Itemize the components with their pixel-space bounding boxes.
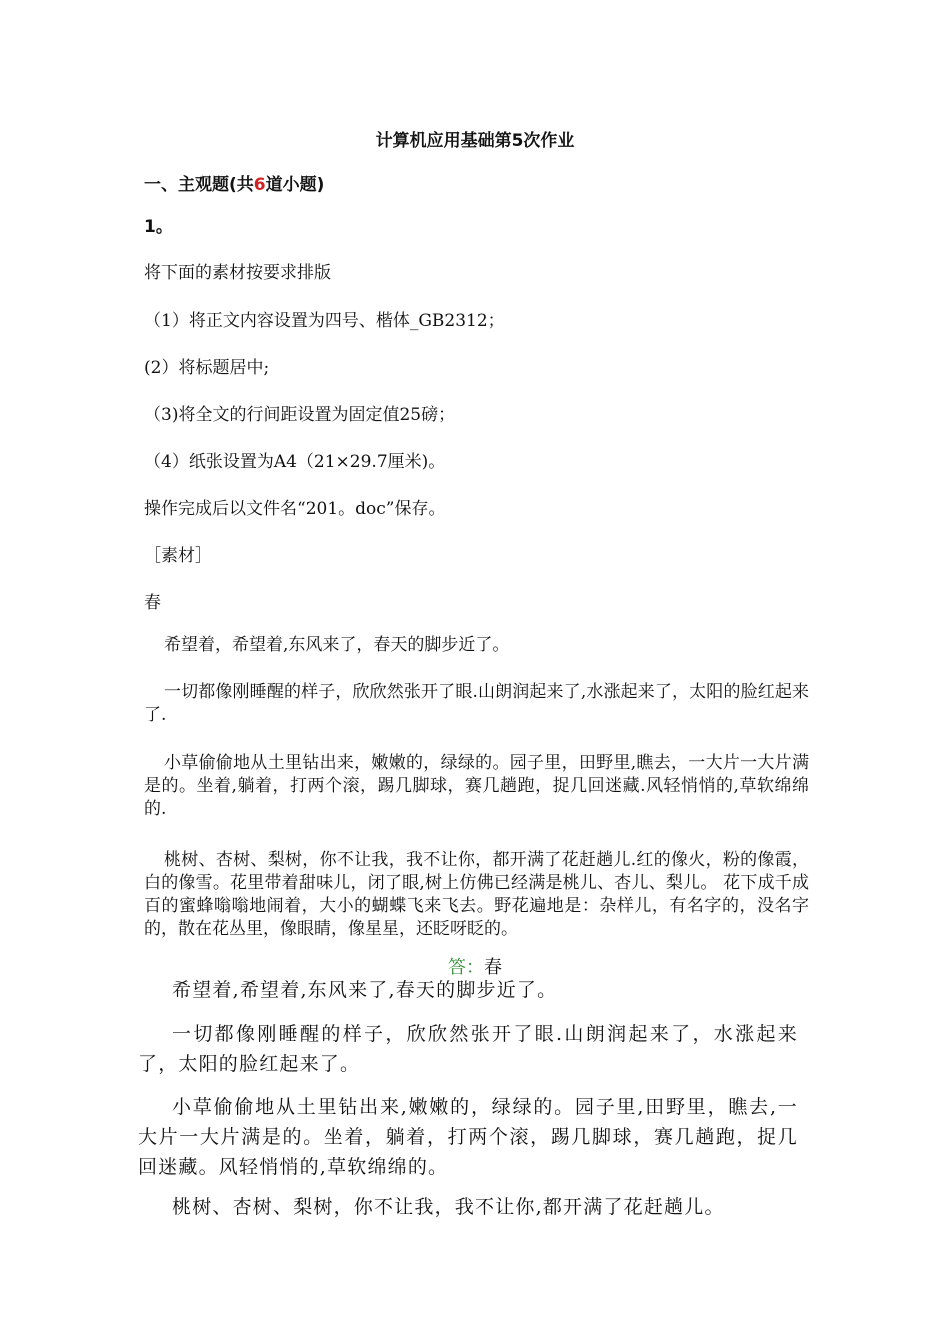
answer-paragraph-1: 希望着,希望着,东风来了,春天的脚步近了。 xyxy=(172,979,558,1001)
instruction-step-2: (2）将标题居中; xyxy=(144,358,270,378)
material-paragraph-4: 桃树、杏树、梨树，你不让我，我不让你，都开满了花赶趟儿.红的像火，粉的像霞，白的像雪。花里带着甜味儿，闭了眼,树上仿佛已经满是桃儿、杏儿、梨儿。 花下成千成百的蜜蜂嗡嗡地闹着，大小的蝴蝶飞来飞去。野花遍地是：杂样儿，有名字的，没名字的，散在花丛里，像眼睛，像星星，还眨呀眨的。 xyxy=(144,850,809,939)
section-heading xyxy=(144,170,324,195)
question-number: 1。 xyxy=(144,217,173,237)
instruction-intro: 将下面的素材按要求排版 xyxy=(144,263,331,283)
document-title: 计算机应用基础第5次作业 xyxy=(375,131,575,151)
answer-paragraph-3: 小草偷偷地从土里钻出来,嫩嫩的，绿绿的。园子里,田野里，瞧去,一大片一大片满是的。坐着，躺着，打两个滚，踢几脚球，赛几趟跑，捉几回迷藏。风轻悄悄的,草软绵绵的。 xyxy=(138,1096,798,1178)
answer-paragraph-2: 一切都像刚睡醒的样子，欣欣然张开了眼.山朗润起来了，水涨起来了，太阳的脸红起来了。 xyxy=(138,1023,798,1075)
material-paragraph-2: 一切都像刚睡醒的样子，欣欣然张开了眼.山朗润起来了,水涨起来了，太阳的脸红起来了. xyxy=(144,682,809,725)
answer-title: 春 xyxy=(484,957,502,978)
question-count: 6 xyxy=(253,175,266,195)
material-label: ［素材］ xyxy=(144,546,212,566)
material-paragraph-1: 希望着，希望着,东风来了，春天的脚步近了。 xyxy=(164,635,510,655)
answer-paragraph-4: 桃树、杏树、梨树，你不让我，我不让你,都开满了花赶趟儿。 xyxy=(172,1196,725,1218)
section-prefix: 一、主观题(共 xyxy=(144,175,254,195)
instruction-step-3: （3)将全文的行间距设置为固定值25磅； xyxy=(144,405,456,425)
instruction-save: 操作完成后以文件名“201。doc”保存。 xyxy=(144,499,446,519)
answer-label: 答： xyxy=(448,957,484,978)
instruction-step-4: （4）纸张设置为A4（21×29.7厘米)。 xyxy=(144,452,446,472)
instruction-step-1: （1）将正文内容设置为四号、楷体_GB2312； xyxy=(144,311,505,331)
material-title: 春 xyxy=(144,593,161,613)
section-suffix: 道小题) xyxy=(265,175,325,195)
material-paragraph-3: 小草偷偷地从土里钻出来，嫩嫩的，绿绿的。园子里，田野里,瞧去，一大片一大片满是的。坐着,躺着，打两个滚，踢几脚球，赛几趟跑，捉几回迷藏.风轻悄悄的,草软绵绵的. xyxy=(144,753,809,819)
